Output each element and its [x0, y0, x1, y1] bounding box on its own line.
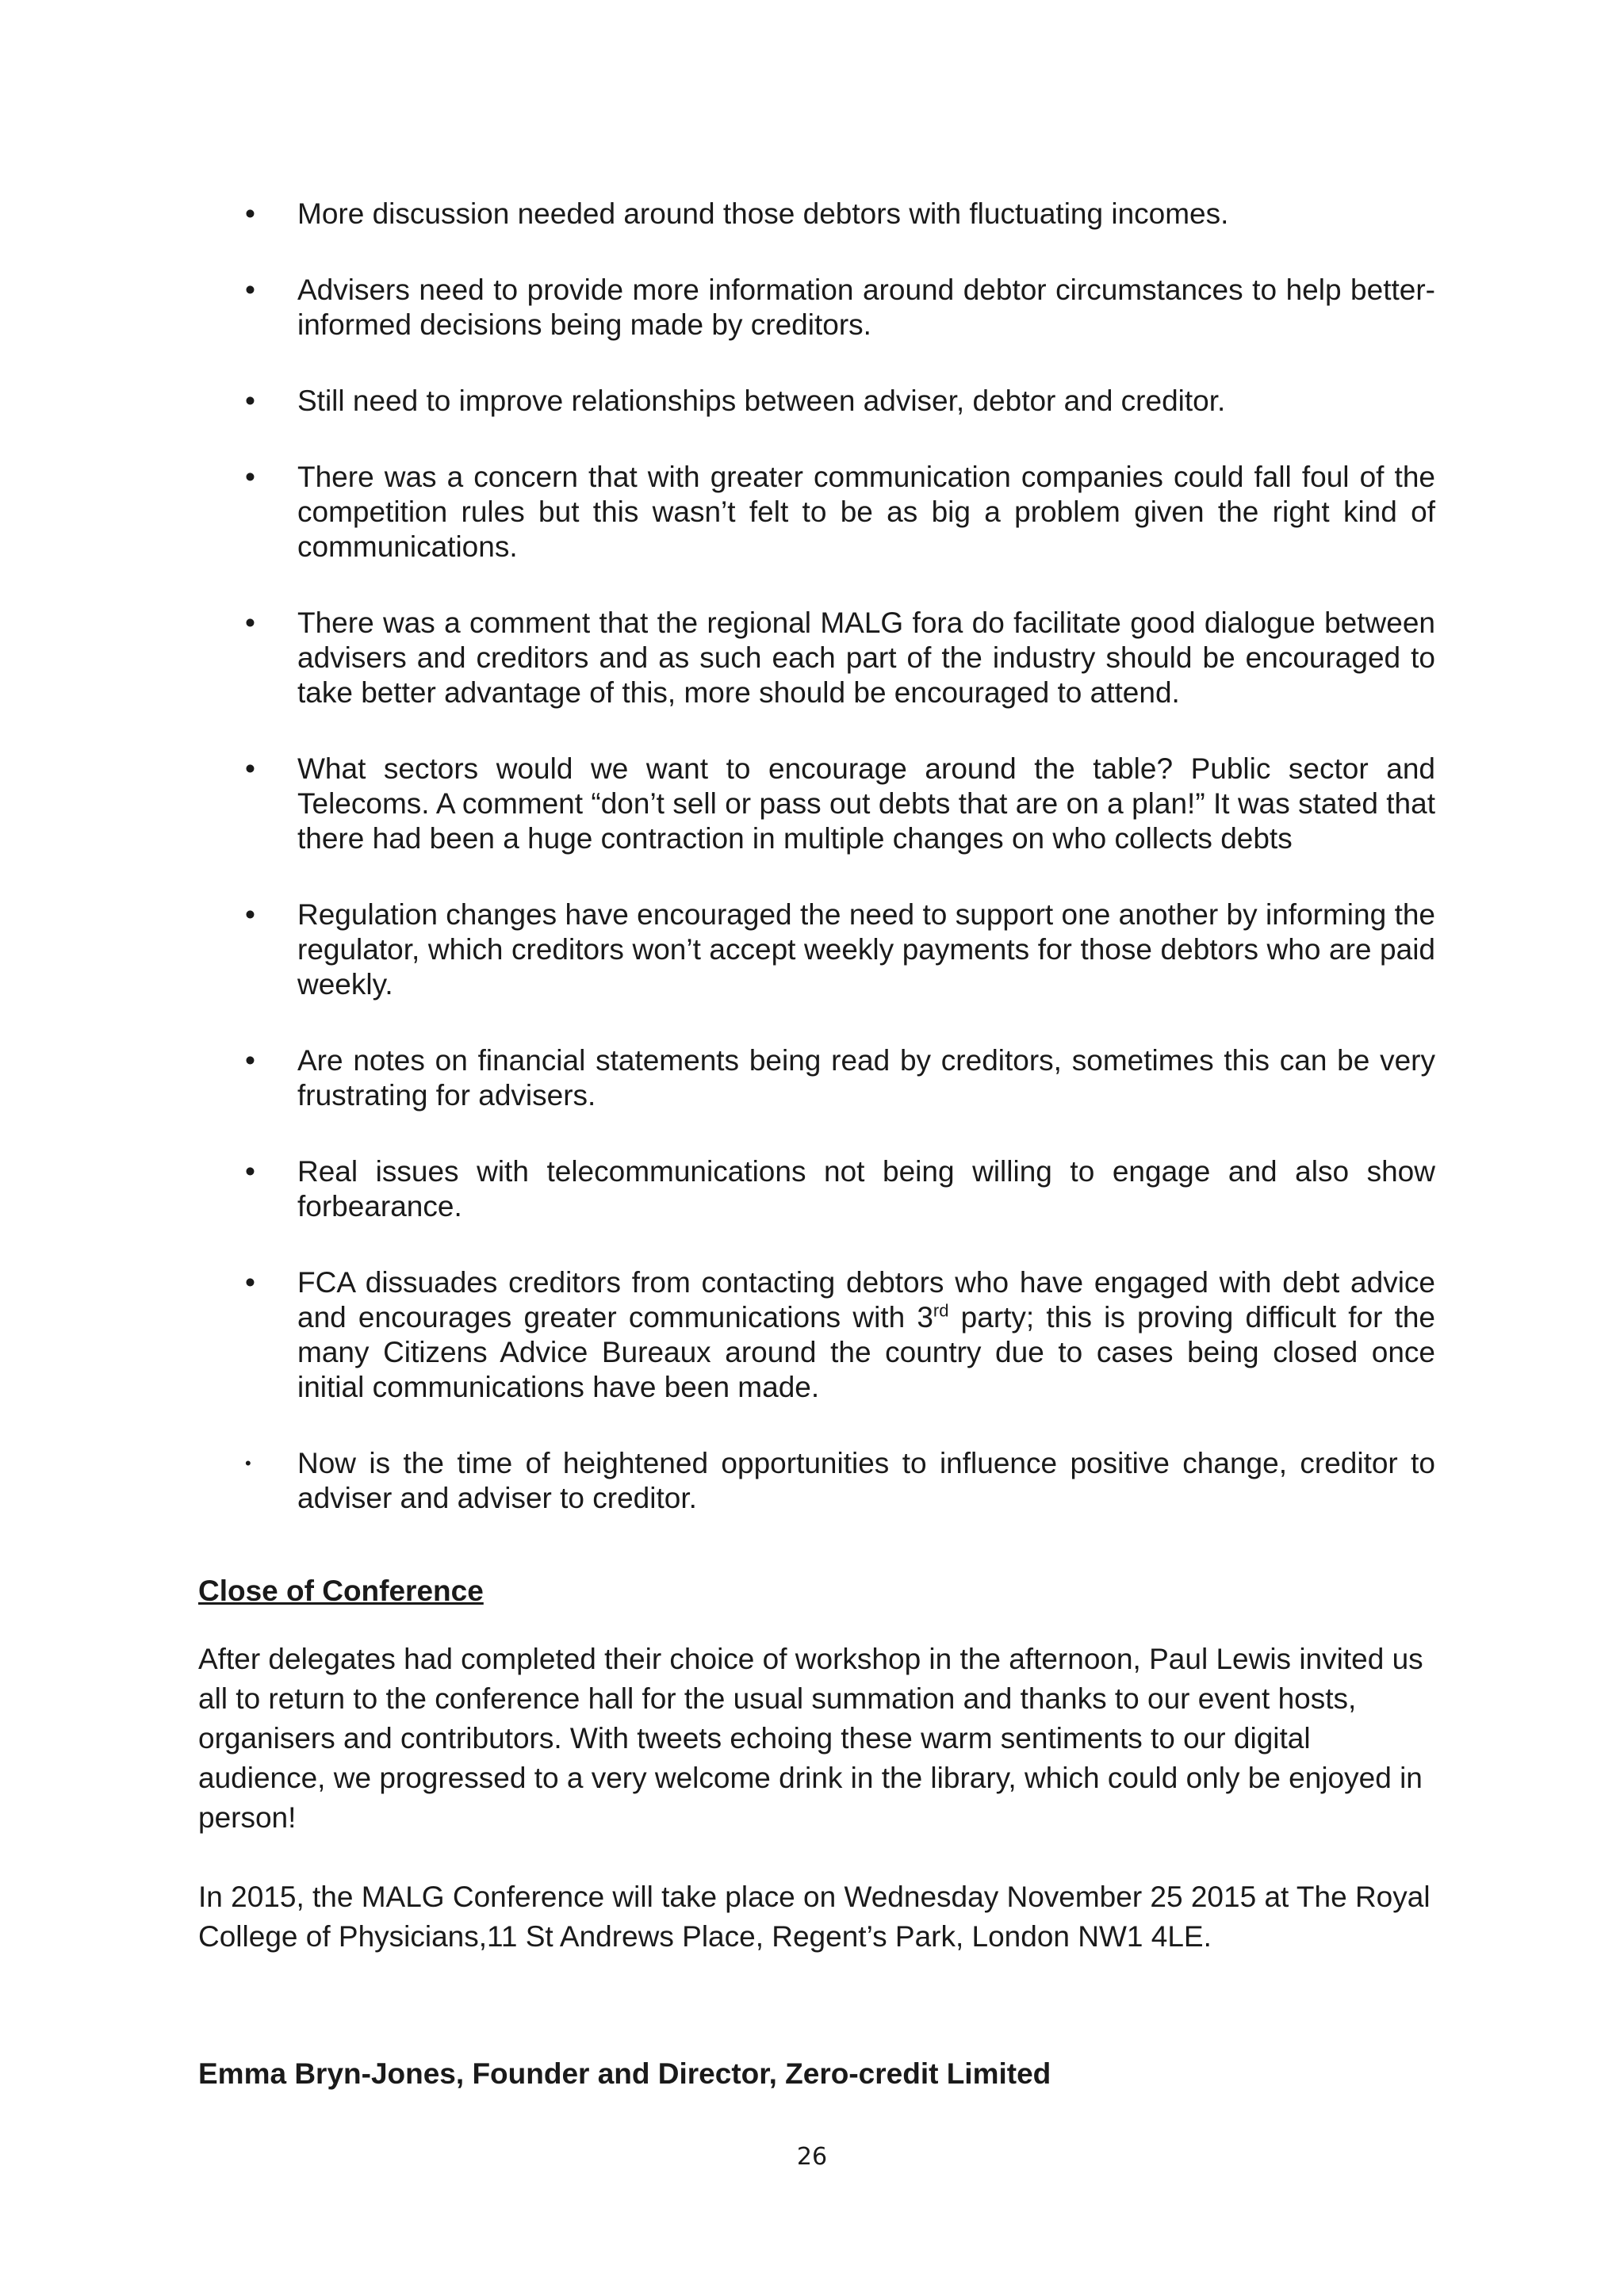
bullet-icon: •: [245, 752, 255, 785]
list-item: [198, 197, 1435, 232]
bullet-list: [198, 197, 1435, 1557]
bullet-icon: •: [245, 1453, 251, 1473]
bullet-text: What sectors would we want to encourage around the table? Public sector and Telecoms. A comment “don’t sell or pass out debts that are on a plan!” It was stated that there had been a huge contraction in multiple changes on who collects debts: [297, 752, 1435, 855]
bullet-text: Regulation changes have encouraged the need to support one another by informing the regulator, which creditors won’t accept weekly payments for those debtors who are paid weekly.: [297, 898, 1435, 1001]
bullet-icon: •: [245, 607, 255, 639]
bullet-text: Are notes on financial statements being read by creditors, sometimes this can be very frustrating for advisers.: [297, 1044, 1435, 1112]
next-conference-paragraph: In 2015, the MALG Conference will take place on Wednesday November 25 2015 at The Royal College of Physicians,11 St Andrews Place, Regent’s Park, London NW1 4LE.: [198, 1881, 1431, 1953]
author-signature: Emma Bryn-Jones, Founder and Director, Zero-credit Limited: [198, 2057, 1051, 2090]
list-item: [198, 1265, 1435, 1405]
list-item: [198, 1446, 1435, 1516]
bullet-text-end: party; this is proving difficult for the many Citizens Advice Bureaux around the country due to cases being closed once initial communications have been made.: [297, 1301, 1436, 1403]
ordinal-superscript: rd: [933, 1300, 949, 1321]
list-item: [198, 1154, 1435, 1224]
bullet-icon: •: [245, 197, 255, 230]
bullet-icon: •: [245, 274, 255, 306]
section-heading: Close of Conference: [198, 1575, 484, 1607]
bullet-icon: •: [245, 461, 255, 493]
page-number: 26: [796, 2143, 828, 2171]
bullet-text-start: FCA dissuades creditors from contacting debtors who have engaged with debt advice and encourages greater communications with 3: [297, 1266, 1435, 1334]
bullet-text: There was a comment that the regional MALG fora do facilitate good dialogue between advisers and creditors and as such each part of the industry should be encouraged to take better advantage of this, more should be encouraged to attend.: [297, 607, 1435, 709]
list-item: [198, 384, 1435, 419]
bullet-text: Real issues with telecommunications not being willing to engage and also show forbearance.: [297, 1155, 1435, 1223]
list-item: [198, 897, 1435, 1002]
bullet-icon: •: [245, 1044, 255, 1077]
list-item: [198, 752, 1435, 856]
bullet-text: [297, 1266, 1435, 1403]
list-item: [198, 1043, 1435, 1113]
bullet-text: Now is the time of heightened opportunities to influence positive change, creditor to adviser and adviser to creditor.: [297, 1447, 1435, 1514]
bullet-icon: •: [245, 385, 255, 417]
list-item: [198, 606, 1435, 710]
bullet-text: There was a concern that with greater communication companies could fall foul of the competition rules but this wasn’t felt to be as big a problem given the right kind of communications.: [297, 461, 1435, 563]
bullet-text: More discussion needed around those debtors with fluctuating incomes.: [297, 197, 1229, 230]
bullet-icon: •: [245, 1155, 255, 1188]
bullet-text: Advisers need to provide more information around debtor circumstances to help better-informed decisions being made by creditors.: [297, 274, 1435, 341]
bullet-text: Still need to improve relationships between adviser, debtor and creditor.: [297, 385, 1226, 417]
bullet-icon: •: [245, 1266, 255, 1299]
closing-paragraph: After delegates had completed their choice of workshop in the afternoon, Paul Lewis invited us all to return to the conference hall for the usual summation and thanks to our event hosts, organisers and contributors. With tweets echoing these warm sentiments to our digital audience, we progressed to a very welcome drink in the library, which could only be enjoyed in person!: [198, 1643, 1423, 1834]
list-item: [198, 460, 1435, 564]
list-item: [198, 273, 1435, 342]
bullet-icon: •: [245, 898, 255, 931]
